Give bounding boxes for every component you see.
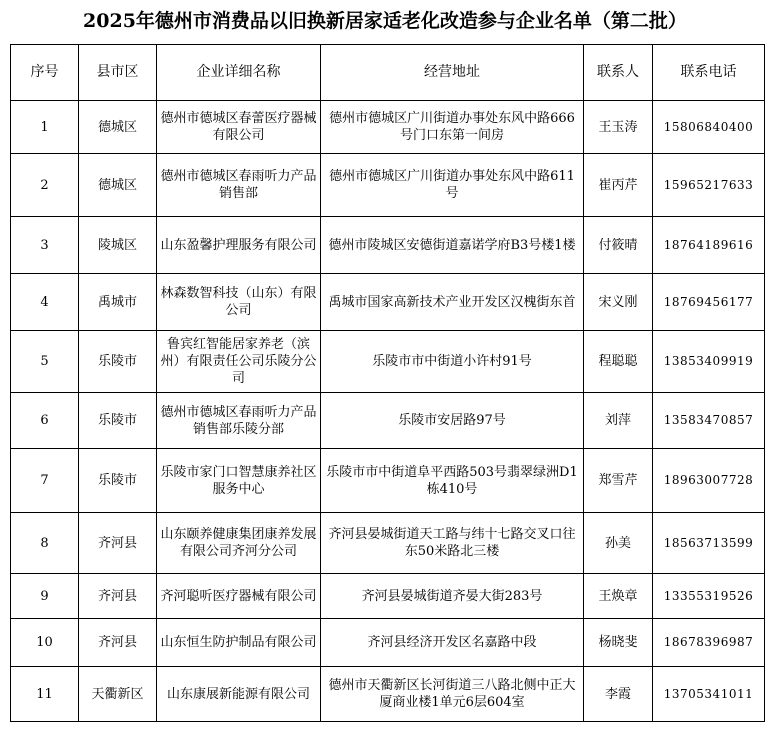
row-company: 山东恒生防护制品有限公司	[157, 619, 321, 667]
row-phone: 15806840400	[653, 101, 765, 154]
row-contact: 崔丙芹	[584, 154, 653, 217]
row-index: 1	[11, 101, 79, 154]
row-index: 2	[11, 154, 79, 217]
row-phone: 13853409919	[653, 331, 765, 393]
row-address: 齐河县晏城街道天工路与纬十七路交叉口往东50米路北三楼	[321, 513, 584, 574]
table-row	[11, 667, 765, 722]
row-contact: 杨晓斐	[584, 619, 653, 667]
table-row	[11, 574, 765, 619]
table-row	[11, 101, 765, 154]
row-company: 山东颐养健康集团康养发展有限公司齐河分公司	[157, 513, 321, 574]
row-company: 德州市德城区春蕾医疗器械有限公司	[157, 101, 321, 154]
row-index: 7	[11, 449, 79, 513]
row-contact: 刘萍	[584, 393, 653, 449]
table-row	[11, 217, 765, 274]
row-address: 齐河县晏城街道齐晏大街283号	[321, 574, 584, 619]
row-index: 3	[11, 217, 79, 274]
row-company: 山东康展新能源有限公司	[157, 667, 321, 722]
row-company: 德州市德城区春雨听力产品销售部乐陵分部	[157, 393, 321, 449]
header-phone: 联系电话	[653, 45, 765, 101]
row-index: 6	[11, 393, 79, 449]
header-index: 序号	[11, 45, 79, 101]
enterprise-table	[10, 44, 765, 722]
row-company: 齐河聪听医疗器械有限公司	[157, 574, 321, 619]
table-row	[11, 331, 765, 393]
row-company: 山东盈馨护理服务有限公司	[157, 217, 321, 274]
row-index: 8	[11, 513, 79, 574]
row-address: 齐河县经济开发区名嘉路中段	[321, 619, 584, 667]
header-address: 经营地址	[321, 45, 584, 101]
row-company: 鲁宾红智能居家养老（滨州）有限责任公司乐陵分公司	[157, 331, 321, 393]
row-district: 齐河县	[79, 574, 157, 619]
row-address: 乐陵市市中街道阜平西路503号翡翠绿洲D1栋410号	[321, 449, 584, 513]
row-contact: 王焕章	[584, 574, 653, 619]
row-district: 乐陵市	[79, 331, 157, 393]
row-address: 德州市陵城区安德街道嘉诺学府B3号楼1楼	[321, 217, 584, 274]
row-address: 乐陵市市中街道小许村91号	[321, 331, 584, 393]
row-index: 5	[11, 331, 79, 393]
row-index: 4	[11, 274, 79, 331]
row-contact: 李霞	[584, 667, 653, 722]
table-row	[11, 154, 765, 217]
row-district: 天衢新区	[79, 667, 157, 722]
row-district: 德城区	[79, 101, 157, 154]
row-company: 德州市德城区春雨听力产品销售部	[157, 154, 321, 217]
row-phone: 18678396987	[653, 619, 765, 667]
row-district: 乐陵市	[79, 449, 157, 513]
row-phone: 15965217633	[653, 154, 765, 217]
row-phone: 13705341011	[653, 667, 765, 722]
row-index: 9	[11, 574, 79, 619]
row-phone: 13583470857	[653, 393, 765, 449]
row-contact: 程聪聪	[584, 331, 653, 393]
row-district: 齐河县	[79, 513, 157, 574]
row-phone: 13355319526	[653, 574, 765, 619]
row-address: 德州市德城区广川街道办事处东风中路666号门口东第一间房	[321, 101, 584, 154]
row-contact: 付筱晴	[584, 217, 653, 274]
row-phone: 18563713599	[653, 513, 765, 574]
table-header-row	[11, 45, 765, 101]
row-contact: 王玉涛	[584, 101, 653, 154]
row-district: 陵城区	[79, 217, 157, 274]
header-contact: 联系人	[584, 45, 653, 101]
header-district: 县市区	[79, 45, 157, 101]
row-address: 德州市天衢新区长河街道三八路北侧中正大厦商业楼1单元6层604室	[321, 667, 584, 722]
row-district: 乐陵市	[79, 393, 157, 449]
row-company: 乐陵市家门口智慧康养社区服务中心	[157, 449, 321, 513]
row-district: 德城区	[79, 154, 157, 217]
row-phone: 18963007728	[653, 449, 765, 513]
row-contact: 宋义刚	[584, 274, 653, 331]
header-company: 企业详细名称	[157, 45, 321, 101]
row-district: 齐河县	[79, 619, 157, 667]
row-contact: 郑雪芹	[584, 449, 653, 513]
row-index: 10	[11, 619, 79, 667]
row-phone: 18769456177	[653, 274, 765, 331]
row-address: 乐陵市安居路97号	[321, 393, 584, 449]
row-company: 林森数智科技（山东）有限公司	[157, 274, 321, 331]
table-row	[11, 274, 765, 331]
table-row	[11, 393, 765, 449]
row-address: 禹城市国家高新技术产业开发区汉槐街东首	[321, 274, 584, 331]
row-contact: 孙美	[584, 513, 653, 574]
table-row	[11, 513, 765, 574]
page-title: 2025年德州市消费品以旧换新居家适老化改造参与企业名单（第二批）	[83, 10, 687, 32]
table-row	[11, 619, 765, 667]
row-district: 禹城市	[79, 274, 157, 331]
row-phone: 18764189616	[653, 217, 765, 274]
table-row	[11, 449, 765, 513]
row-address: 德州市德城区广川街道办事处东风中路611号	[321, 154, 584, 217]
row-index: 11	[11, 667, 79, 722]
